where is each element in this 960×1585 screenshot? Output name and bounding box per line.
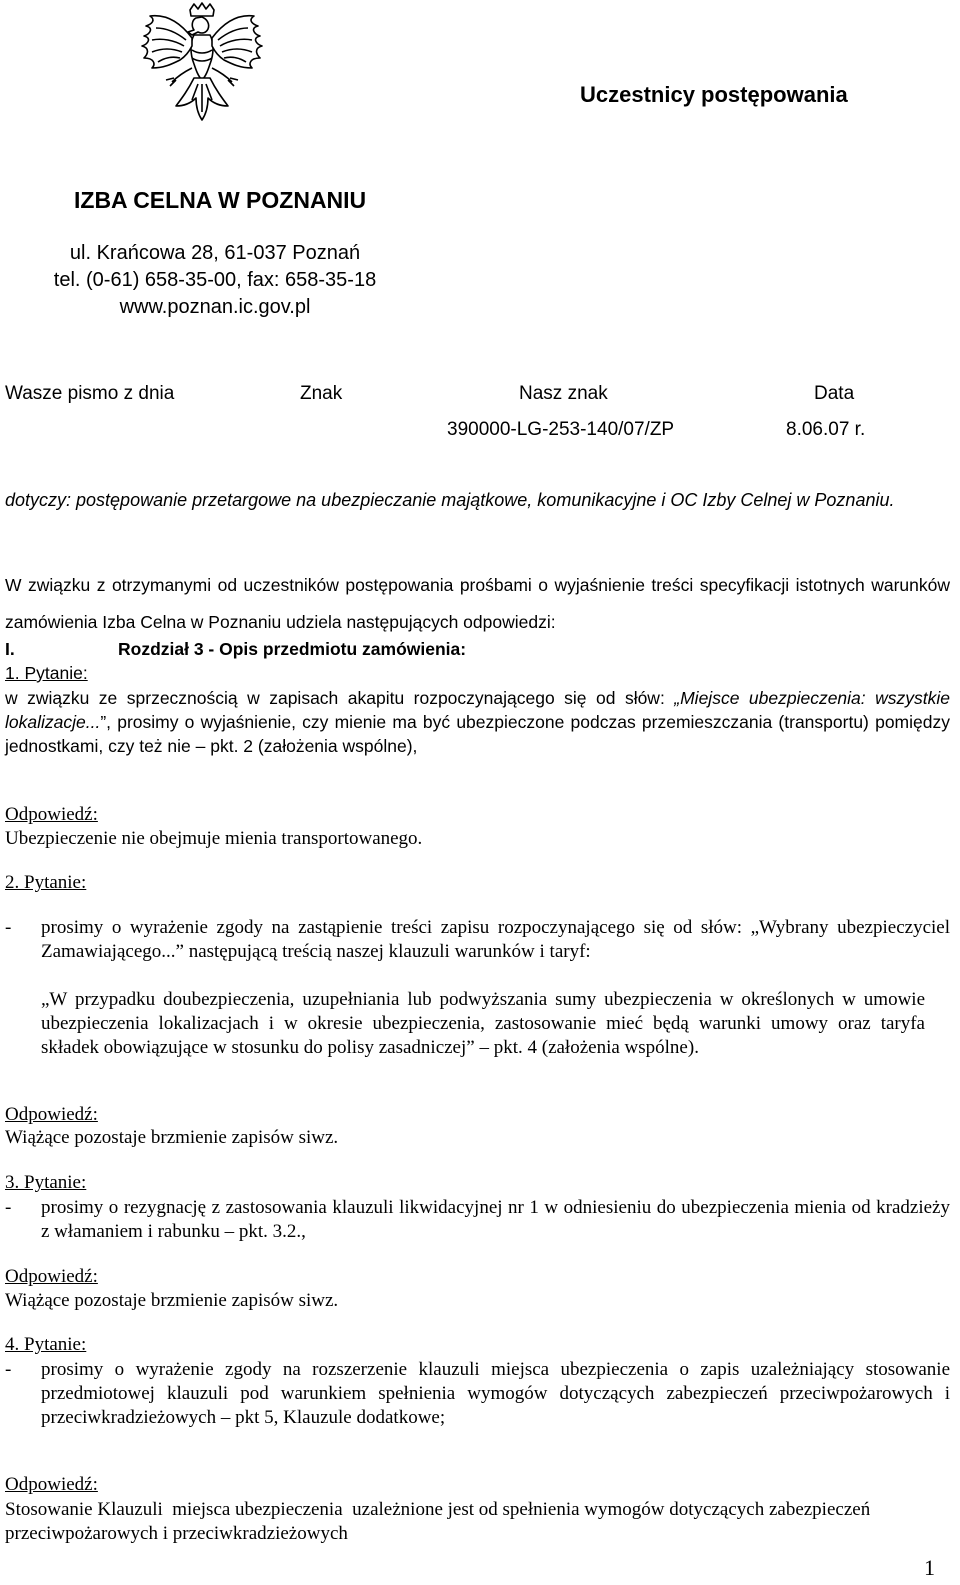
answer-4-label: Odpowiedź:	[5, 1474, 98, 1495]
our-sign-label: Nasz znak	[519, 383, 608, 404]
question-1-text-start: w związku ze sprzecznością w zapisach akapitu rozpoczynającego się od słów:	[5, 688, 675, 708]
answer-2-text: Wiążące pozostaje brzmienie zapisów siwz.	[5, 1127, 339, 1148]
question-1-label: 1. Pytanie:	[5, 663, 88, 683]
question-4-label: 4. Pytanie:	[5, 1334, 87, 1355]
question-2-item	[5, 916, 950, 988]
question-3-dash: -	[5, 1197, 12, 1218]
question-4-item	[5, 1358, 950, 1454]
question-3-item	[5, 1196, 950, 1244]
office-name: IZBA CELNA W POZNANIU	[74, 187, 367, 213]
question-2-dash: -	[5, 917, 12, 938]
question-2-clause-quote: „W przypadku doubezpieczenia, uzupełniania lub podwyższania sumy ubezpieczenia w określonych w umowie ubezpieczenia lokalizacjach i w okresie ubezpieczenia, zastosowanie mieć będą warunki umowy oraz taryfa składek obowiązujące w stosunku do polisy zasadniczej” – pkt. 4 (założenia wspólne).	[41, 989, 925, 1058]
question-2-text: prosimy o wyrażenie zgody na zastąpienie treści zapisu rozpoczynającego się od słów: „Wybrany ubezpieczyciel Zamawiającego...” następującą treścią naszej klauzuli warunków i taryf:	[41, 917, 950, 962]
your-letter-label: Wasze pismo z dnia	[5, 383, 175, 404]
letter-date: 8.06.07 r.	[786, 419, 866, 440]
date-label: Data	[814, 383, 855, 404]
sign-label: Znak	[300, 383, 343, 404]
answer-3-text: Wiążące pozostaje brzmienie zapisów siwz.	[5, 1290, 339, 1311]
question-2-label: 2. Pytanie:	[5, 872, 87, 893]
question-4-dash: -	[5, 1359, 12, 1380]
website-link[interactable]: www.poznan.ic.gov.pl	[119, 296, 311, 318]
section-number: I.	[5, 639, 15, 659]
section-heading: Uczestnicy postępowania	[580, 82, 848, 107]
answer-1-text: Ubezpieczenie nie obejmuje mienia transportowanego.	[5, 828, 423, 849]
question-4-text: prosimy o wyrażenie zgody na rozszerzenie klauzuli miejsca ubezpieczenia o zapis uzależniający stosowanie przedmiotowej klauzuli pod warunkiem spełnienia wymogów dotyczących zabezpieczeń przeciwpożarowych i przeciwkradzieżowych – pkt 5, Klauzule dodatkowe;	[41, 1359, 950, 1428]
answer-3-label: Odpowiedź:	[5, 1266, 98, 1287]
question-3-text: prosimy o rezygnację z zastosowania klauzuli likwidacyjnej nr 1 w odniesieniu do ubezpieczenia mienia od kradzieży z włamaniem i rabunku – pkt. 3.2.,	[41, 1197, 950, 1242]
intro-paragraph: W związku z otrzymanymi od uczestników postępowania prośbami o wyjaśnienie treści specyfikacji istotnych warunków zamówienia Izba Celna w Poznaniu udziela następujących odpowiedzi:	[5, 575, 950, 632]
page-number: 1	[924, 1555, 935, 1580]
our-reference-number: 390000-LG-253-140/07/ZP	[447, 419, 675, 440]
answer-4-text: Stosowanie Klauzuli miejsca ubezpieczenia uzależnione jest od spełnienia wymogów dotyczących zabezpieczeń przeciwpożarowych i przeciwkradzieżowych	[5, 1499, 875, 1544]
answer-2-label: Odpowiedź:	[5, 1104, 98, 1125]
question-1-text	[5, 686, 950, 758]
section-title: Rozdział 3 - Opis przedmiotu zamówienia:	[118, 639, 467, 659]
address-line: ul. Krańcowa 28, 61-037 Poznań	[69, 242, 361, 264]
question-3-label: 3. Pytanie:	[5, 1172, 87, 1193]
question-1-quote: „Miejsce ubezpieczenia: wszystkie lokalizacje...	[5, 688, 950, 732]
answer-1-label: Odpowiedź:	[5, 804, 98, 825]
question-1-text-end: ”, prosimy o wyjaśnienie, czy mienie ma być ubezpieczone podczas przemieszczania (transportu) pomiędzy jednostkami, czy też nie – pkt. 2 (założenia wspólne),	[5, 712, 950, 756]
subject-line: dotyczy: postępowanie przetargowe na ubezpieczanie majątkowe, komunikacyjne i OC Izby Celnej w Poznaniu.	[5, 490, 895, 510]
phone-line: tel. (0-61) 658-35-00, fax: 658-35-18	[53, 269, 377, 291]
eagle-emblem-icon	[136, 2, 268, 128]
